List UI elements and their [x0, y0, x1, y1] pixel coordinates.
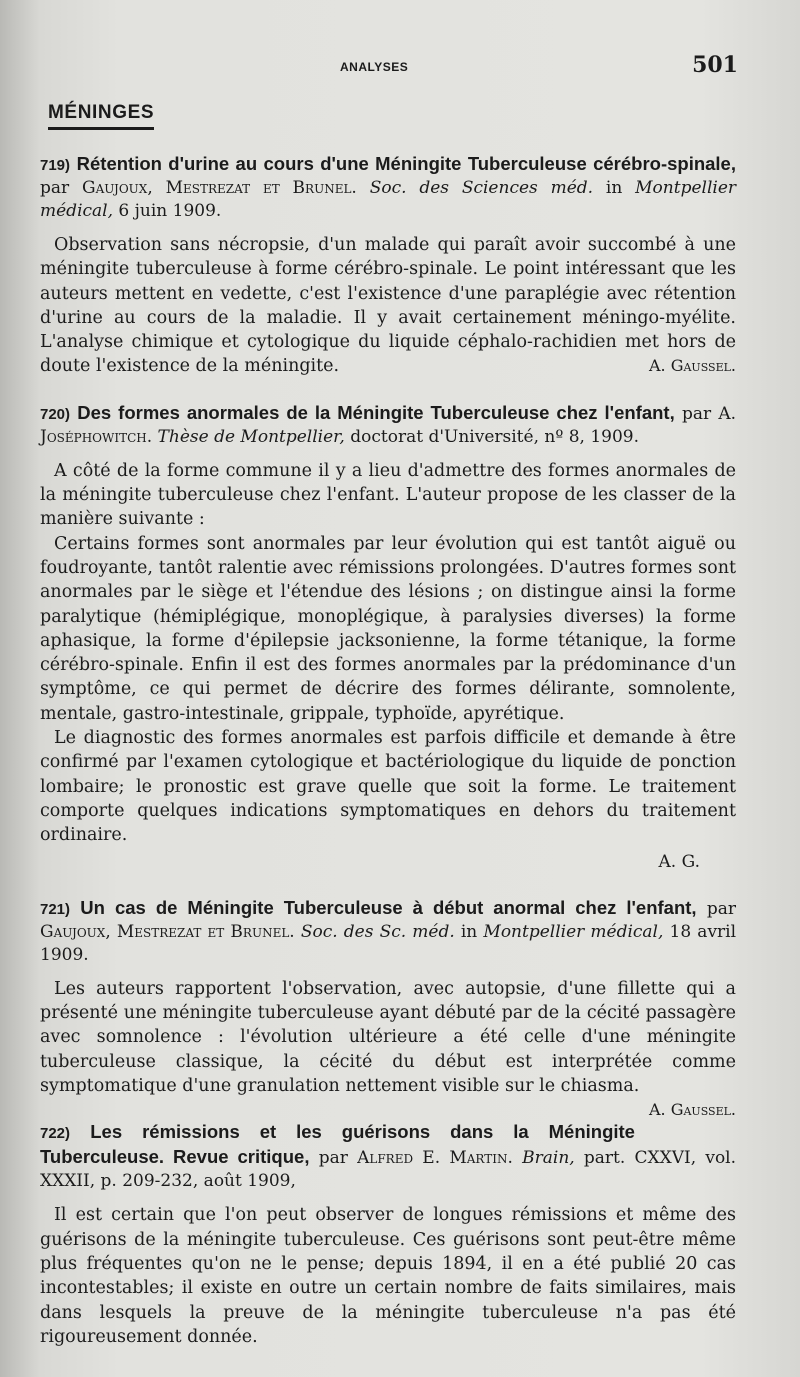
- entry-body: [40, 1203, 736, 1349]
- entry-date: 18 avril 1909.: [40, 921, 737, 965]
- entry-authors: A. Joséphowitch.: [40, 403, 737, 447]
- entry-heading: [40, 1120, 736, 1193]
- abstract-entry: [40, 152, 736, 379]
- section-heading: MÉNINGES: [48, 102, 154, 130]
- entry-title: Un cas de Méningite Tuberculeuse à début anormal chez l'enfant,: [80, 896, 697, 918]
- entry-body: [40, 459, 736, 874]
- entry-heading: [40, 152, 736, 223]
- entry-signature: A. G.: [658, 851, 700, 872]
- entry-details: doctorat d'Université, nº 8, 1909.: [350, 426, 640, 447]
- entry-signature: A. Gaussel.: [648, 356, 736, 376]
- entry-paragraph: A côté de la forme commune il y a lieu d'admettre des formes anormales de la méningite tuberculeuse chez l'enfant. L'auteur propose de les classer de la manière suivante :: [40, 460, 736, 530]
- abstract-entry: [40, 401, 736, 874]
- entry-authors: Alfred E. Martin.: [357, 1148, 513, 1169]
- entry-authors: Gaujoux, Mestrezat et Brunel.: [40, 921, 295, 942]
- entry-paragraph: Le diagnostic des formes anormales est parfois difficile et demande à être confirmé par l'examen cytologique et bactériologique du liquide de ponction lombaire; le pronostic est grave quelle que soit la forme. Le traitement comporte quelques indications symptomatiques en dehors du traitement ordinaire.: [40, 728, 736, 846]
- by-word: par: [318, 1148, 348, 1169]
- entry-body: [40, 233, 736, 379]
- entry-date: 6 juin 1909.: [118, 201, 222, 221]
- entry-source: Brain,: [522, 1148, 575, 1169]
- entry-number: 721): [40, 900, 71, 918]
- running-title: ANALYSES: [340, 60, 409, 74]
- entry-heading: [40, 896, 736, 967]
- paragraph-text: Observation sans nécropsie, d'un malade qui paraît avoir succombé à une méningite tuberculeuse à forme cérébro-spinale. Le point intéressant que les auteurs mettent en vedette, c'est l'existence d'une paraplégie avec rétention d'urine au cours de la maladie. Il y avait certainement méningo-myélite. L'analyse chimique et cytologique du liquide céphalo-rachidien met hors de doute l'existence de la méningite.: [40, 235, 736, 377]
- entry-number: 722): [40, 1125, 71, 1143]
- entry-title: Rétention d'urine au cours d'une Méningite Tuberculeuse cérébro-spinale,: [76, 153, 736, 174]
- entry-authors: Gaujoux, Mestrezat et Brunel.: [82, 178, 357, 198]
- in-word: in: [605, 178, 623, 198]
- entry-title: Les rémissions et les guérisons dans la Méningite Tuberculeuse. Revue critique,: [40, 1121, 635, 1168]
- entry-paragraph: [40, 977, 736, 1120]
- entry-source: Soc. des Sciences méd.: [369, 178, 594, 198]
- entry-details: part. CXXVI, vol. XXXII, p. 209-232, août 1909,: [40, 1148, 737, 1192]
- by-word: par: [40, 178, 70, 198]
- abstract-entry: [40, 896, 737, 1120]
- running-head: [40, 52, 736, 88]
- by-word: par: [706, 898, 736, 919]
- entry-title: Des formes anormales de la Méningite Tuberculeuse chez l'enfant,: [77, 401, 675, 423]
- entry-body: [40, 977, 736, 1120]
- entry-paragraph: Certains formes sont anormales par leur évolution qui est tantôt aiguë ou foudroyante, tantôt ralentie avec rémissions prolongées. D'autres formes sont anormales par le siège et l'étendue des lésions ; on distingue ainsi la forme paralytique (hémiplégique, monoplégique, à paralysies diverses) la forme aphasique, la forme d'épilepsie jacksonienne, la forme tétanique, la forme cérébro-spinale. Enfin il est des formes anormales par la prédominance d'un symptôme, ce qui permet de décrire des formes délirante, somnolente, mentale, gastro-intestinale, grippale, typhoïde, apyrétique.: [40, 533, 736, 724]
- entry-heading: [40, 401, 736, 449]
- entry-journal: Montpellier médical,: [483, 921, 664, 942]
- entry-number: 720): [40, 405, 71, 423]
- entry-journal: Montpellier médical,: [40, 178, 737, 221]
- entry-paragraph: [40, 233, 736, 379]
- entry-source: Soc. des Sc. méd.: [300, 921, 455, 942]
- paragraph-text: Les auteurs rapportent l'observation, avec autopsie, d'une fillette qui a présenté une méningite tuberculeuse ayant débuté par de la cécité passagère avec somnolence : l'évolution ultérieure a été celle d'une méningite tuberculeuse classique, la cécité du début est interprétée comme symptomatique d'une granulation nettement visible sur le chiasma.: [40, 978, 736, 1097]
- entry-source: Thèse de Montpellier,: [157, 426, 345, 447]
- page-number: 501: [692, 52, 738, 78]
- by-word: par: [681, 403, 712, 424]
- abstract-entry: [40, 1120, 736, 1349]
- entry-paragraph: Il est certain que l'on peut observer de longues rémissions et même des guérisons de la méningite tuberculeuse. Ces guérisons sont peut-être même plus fréquentes qu'on ne le pense; depuis 1894, il en a été publié 20 cas incontestables; il existe en outre un certain nombre de faits similaires, mais dans lesquels la preuve de la méningite tuberculeuse n'a pas été rigoureusement donnée.: [40, 1205, 736, 1347]
- entry-signature: A. Gaussel.: [648, 1100, 736, 1120]
- entry-number: 719): [40, 157, 71, 174]
- in-word: in: [460, 921, 478, 942]
